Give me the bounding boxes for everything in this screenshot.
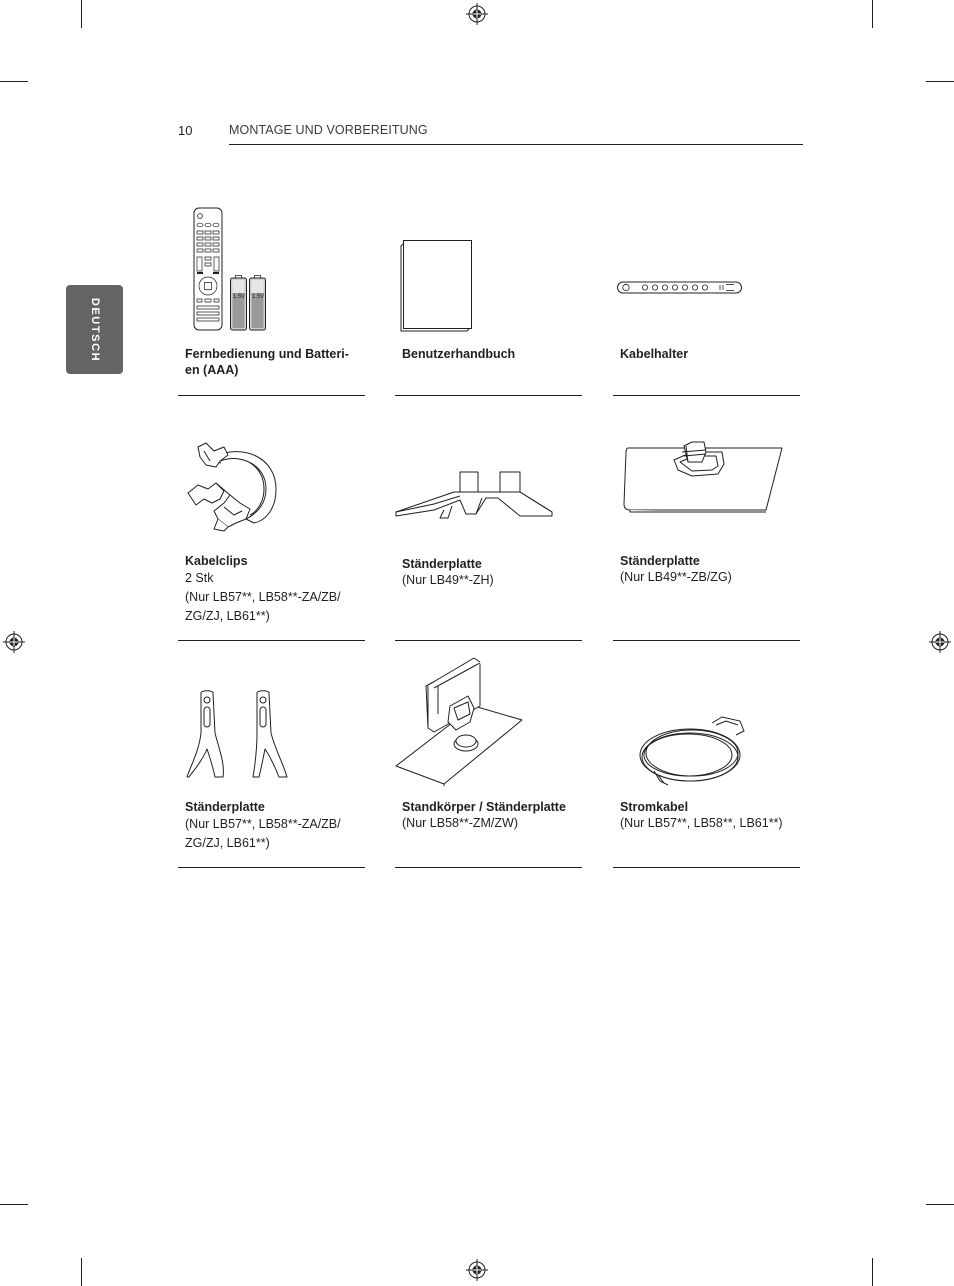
item-detail-line: (Nur LB57**, LB58**-ZA/ZB/ (185, 817, 341, 831)
item-stand-body-plate (402, 799, 589, 831)
crop-mark (872, 1258, 873, 1286)
crop-mark (81, 1258, 82, 1286)
item-title: Benutzerhandbuch (402, 347, 516, 361)
stand-body-icon (394, 656, 526, 786)
manual-book-icon (400, 240, 473, 332)
item-detail-line: (Nur LB49**-ZB/ZG) (620, 570, 732, 584)
row-divider (178, 640, 365, 641)
item-detail-line: 2 Stk (185, 571, 214, 585)
item-detail-line: ZG/ZJ, LB61**) (185, 836, 270, 850)
battery-label: 1.5V (251, 294, 265, 300)
battery-icon (249, 275, 266, 331)
registration-mark-icon (3, 631, 25, 653)
item-detail-line: (Nur LB57**, LB58**, LB61**) (620, 816, 783, 830)
item-title: Fernbedienung und Batteri-en (AAA) (185, 347, 349, 377)
crop-mark (0, 81, 28, 82)
registration-mark-icon (466, 3, 488, 25)
item-detail-line: (Nur LB49**-ZH) (402, 573, 494, 587)
item-stand-plate-zh (402, 556, 589, 588)
item-stand-legs (185, 799, 372, 853)
cable-holder-icon (617, 281, 742, 294)
item-title: Ständerplatte (620, 554, 700, 568)
item-title: Ständerplatte (402, 557, 482, 571)
item-remote-control (185, 346, 361, 378)
registration-mark-icon (466, 1259, 488, 1281)
stand-plate-icon (394, 470, 556, 520)
battery-label: 1.5V (232, 294, 246, 300)
item-title: Standkörper / Ständerplatte (402, 800, 566, 814)
row-divider (395, 640, 582, 641)
row-divider (613, 395, 800, 396)
stand-plate-icon (622, 438, 784, 514)
row-divider (613, 640, 800, 641)
item-detail-line: (Nur LB58**-ZM/ZW) (402, 816, 518, 830)
item-title: Kabelhalter (620, 347, 689, 361)
item-title: Kabelclips (185, 554, 248, 568)
language-tab (66, 285, 123, 374)
crop-mark (0, 1204, 28, 1205)
item-detail-line: (Nur LB57**, LB58**-ZA/ZB/ (185, 590, 341, 604)
item-power-cable (620, 799, 807, 831)
remote-control-icon (193, 207, 223, 331)
page-number: 10 (178, 123, 193, 138)
row-divider (178, 867, 365, 868)
stand-legs-icon (185, 689, 291, 781)
section-title: MONTAGE UND VORBEREITUNG (229, 123, 428, 137)
crop-mark (872, 0, 873, 28)
item-title: Stromkabel (620, 800, 689, 814)
row-divider (178, 395, 365, 396)
item-user-manual (402, 346, 589, 362)
row-divider (613, 867, 800, 868)
battery-icon (230, 275, 247, 331)
item-cable-clips (185, 553, 372, 626)
row-divider (395, 867, 582, 868)
item-stand-plate-zb-zg (620, 553, 807, 585)
header-rule (229, 144, 803, 145)
language-tab-label: DEUTSCH (88, 297, 101, 362)
item-cable-holder (620, 346, 807, 362)
power-cable-icon (636, 715, 750, 787)
cable-clip-icon (184, 441, 280, 531)
crop-mark (926, 1204, 954, 1205)
row-divider (395, 395, 582, 396)
crop-mark (926, 81, 954, 82)
registration-mark-icon (929, 631, 951, 653)
item-title: Ständerplatte (185, 800, 265, 814)
crop-mark (81, 0, 82, 28)
item-detail-line: ZG/ZJ, LB61**) (185, 609, 270, 623)
